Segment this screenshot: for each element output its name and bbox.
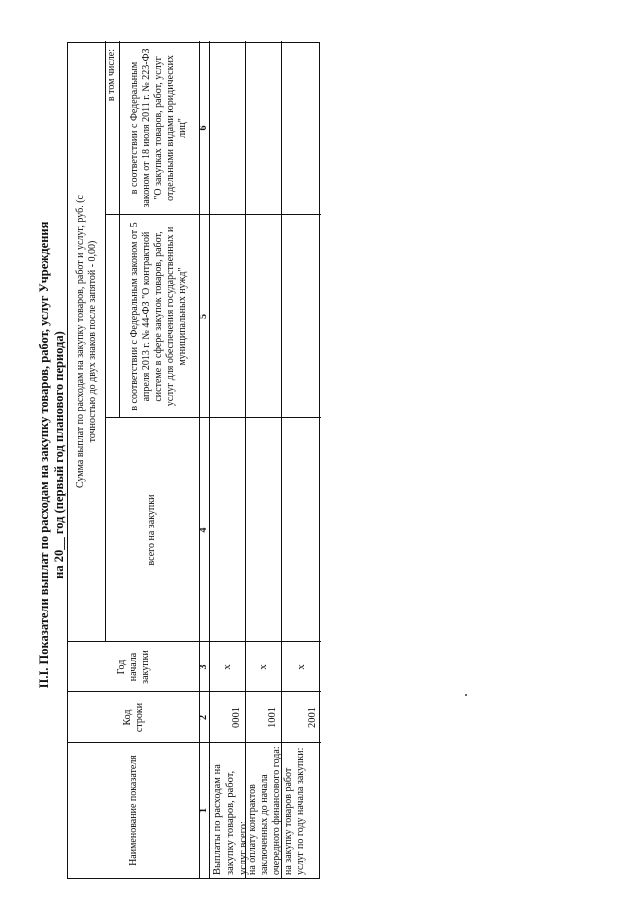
table-row-name: на закупку товаров работ услуг по году начала закупки: — [283, 747, 306, 875]
page-title: II.I. Показатели выплат по расходам на закупку товаров, работ, услуг Учреждения — [37, 221, 51, 689]
table-row-code: 2001 — [307, 707, 318, 728]
column-number: 3 — [198, 664, 209, 670]
header-total: всего на закупки — [146, 494, 157, 566]
column-number: 6 — [198, 125, 209, 131]
table-row-name: на оплату контрактов заключенных до начала очередного финансового года: — [247, 746, 282, 875]
header-including: в том числе: — [106, 49, 117, 102]
expenses-table — [67, 42, 320, 879]
scan-speck — [465, 694, 467, 696]
header-code: Код строки — [121, 702, 145, 733]
header-sum-group: Сумма выплат по расходам на закупку товаров, работ и услуг, руб. (с точностью до двух знаков после запятой - 0,00) — [74, 195, 98, 488]
column-number: 1 — [198, 808, 209, 813]
table-row-year: x — [295, 664, 307, 670]
column-number: 2 — [198, 715, 209, 720]
page-subtitle: на 20__ год (первый год планового периода) — [52, 331, 66, 579]
table-row-year: x — [257, 664, 269, 670]
table-row-code: 1001 — [267, 707, 278, 728]
table-row-code: 0001 — [231, 707, 242, 728]
column-number: 5 — [198, 314, 209, 319]
header-year: Год начала закупки — [115, 650, 151, 684]
header-name: Наименование показателя — [127, 755, 139, 866]
header-law-44: в соответствии с Федеральным законом от 5 апреля 2013 г. № 44-ФЗ "О контрактной системе в сфере закупок товаров, работ, услуг для обеспечения государственных и муниципальных нужд" — [129, 222, 188, 411]
table-row-year: x — [221, 664, 233, 670]
header-law-223: в соответствии с Федеральным законом от 18 июля 2011 г. № 223-ФЗ "О закупках товаров, работ, услуг отдельными видами юридических лиц" — [129, 48, 188, 208]
table-row-name: Выплаты по расходам на закупку товаров, работ, услуг всего: — [212, 764, 249, 875]
column-number: 4 — [198, 527, 209, 533]
